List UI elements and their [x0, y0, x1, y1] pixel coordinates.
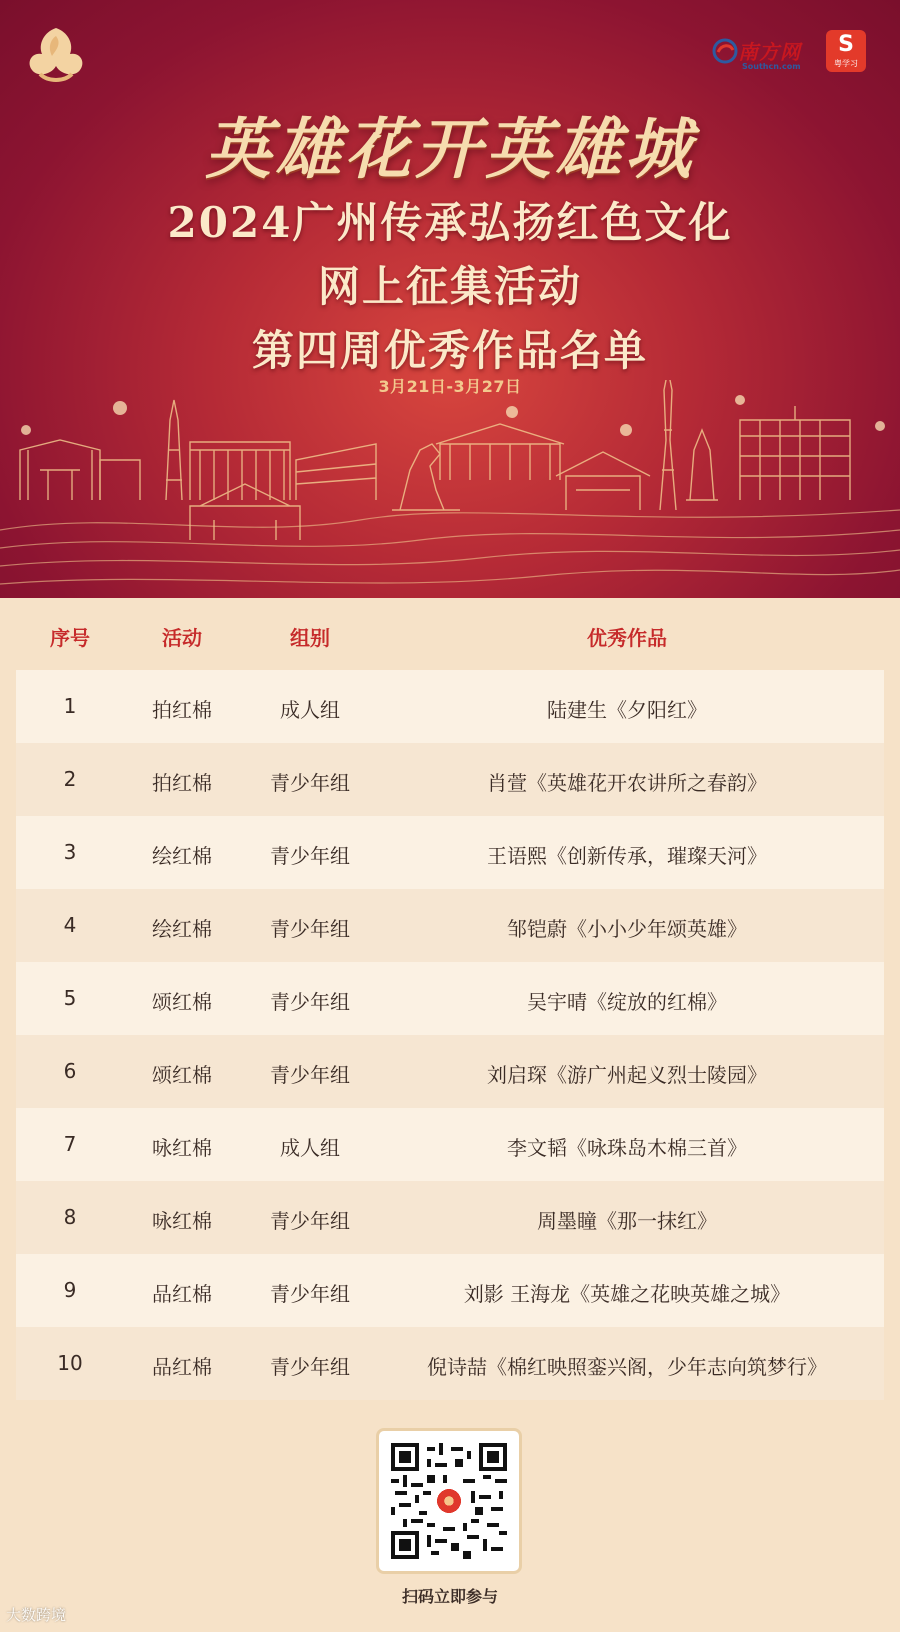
yuexuexi-mark: S: [838, 32, 854, 57]
table-row: [16, 1327, 884, 1400]
cell-work: 邹铠蔚《小小少年颂英雄》: [507, 917, 747, 941]
cell-activity: 品红棉: [152, 1282, 212, 1306]
cell-group: 成人组: [280, 1136, 340, 1160]
table-row: [16, 816, 884, 889]
watermark: 大数跨境: [6, 1606, 67, 1624]
header-group: 组别: [290, 626, 330, 650]
cell-activity: 绘红棉: [152, 844, 212, 868]
cell-activity: 咏红棉: [152, 1209, 212, 1233]
table-row: [16, 1181, 884, 1254]
qr-caption: 扫码立即参与: [401, 1587, 498, 1606]
table-row: [16, 962, 884, 1035]
cell-work: 肖萱《英雄花开农讲所之春韵》: [487, 771, 767, 795]
table-header: [16, 600, 884, 670]
cell-activity: 颂红棉: [152, 990, 212, 1014]
cell-work: 李文韬《咏珠岛木棉三首》: [507, 1136, 747, 1160]
cell-group: 青少年组: [270, 1063, 350, 1087]
cell-no: 2: [63, 767, 77, 791]
cell-group: 青少年组: [270, 1282, 350, 1306]
cell-no: 6: [63, 1059, 77, 1083]
cell-group: 青少年组: [270, 1355, 350, 1379]
header-banner: [0, 0, 900, 598]
table-row: [16, 670, 884, 743]
cell-activity: 绘红棉: [152, 917, 212, 941]
yuexuexi-label: 粤学习: [834, 59, 858, 68]
table-row: [16, 889, 884, 962]
cell-work: 倪诗喆《棉红映照銮兴阁，少年志向筑梦行》: [427, 1355, 827, 1379]
title-line-2: 网上征集活动: [317, 262, 582, 311]
cell-no: 4: [63, 913, 77, 937]
calligraphy-title: 英雄花开英雄城: [205, 110, 695, 188]
cell-activity: 拍红棉: [152, 698, 212, 722]
kapok-flower-logo-icon: [22, 22, 90, 88]
table-row: [16, 1108, 884, 1181]
table-row: [16, 1035, 884, 1108]
qr-code[interactable]: [376, 1428, 522, 1574]
cell-activity: 拍红棉: [152, 771, 212, 795]
cell-no: 3: [63, 840, 77, 864]
yuexuexi-logo: [826, 30, 866, 72]
city-skyline-illustration: [0, 380, 900, 598]
cell-no: 1: [63, 694, 77, 718]
header-work: 优秀作品: [587, 626, 667, 650]
cell-no: 9: [63, 1278, 77, 1302]
southcn-url: Southcn.com: [742, 62, 801, 71]
cell-activity: 颂红棉: [152, 1063, 212, 1087]
cell-work: 周墨瞳《那一抹红》: [537, 1209, 717, 1233]
header-no: 序号: [50, 626, 90, 650]
southcn-mark-icon: [712, 38, 738, 64]
header-activity: 活动: [162, 626, 202, 650]
southcn-name: 南方网: [738, 40, 801, 64]
cell-work: 吴宇晴《绽放的红棉》: [527, 990, 727, 1014]
cell-no: 8: [63, 1205, 77, 1229]
winners-table: [16, 600, 884, 1400]
cell-group: 成人组: [280, 698, 340, 722]
cell-work: 刘影 王海龙《英雄之花映英雄之城》: [463, 1282, 791, 1306]
qr-code-icon: [391, 1443, 507, 1559]
cell-activity: 咏红棉: [152, 1136, 212, 1160]
cell-group: 青少年组: [270, 917, 350, 941]
cell-group: 青少年组: [270, 990, 350, 1014]
date-range: 3月21日-3月27日: [378, 377, 522, 396]
cell-work: 陆建生《夕阳红》: [547, 698, 707, 722]
cell-group: 青少年组: [270, 771, 350, 795]
cell-group: 青少年组: [270, 844, 350, 868]
cell-activity: 品红棉: [152, 1355, 212, 1379]
table-row: [16, 1254, 884, 1327]
title-line-3: 第四周优秀作品名单: [251, 326, 648, 375]
cell-no: 7: [63, 1132, 77, 1156]
cell-work: 王语熙《创新传承，璀璨天河》: [487, 844, 767, 868]
cell-no: 5: [63, 986, 77, 1010]
cell-work: 刘启琛《游广州起义烈士陵园》: [487, 1063, 767, 1087]
cell-group: 青少年组: [270, 1209, 350, 1233]
table-row: [16, 743, 884, 816]
cell-no: 10: [57, 1351, 83, 1375]
title-line-1: 2024广州传承弘扬红色文化: [167, 198, 733, 247]
southcn-logo: [712, 34, 812, 74]
